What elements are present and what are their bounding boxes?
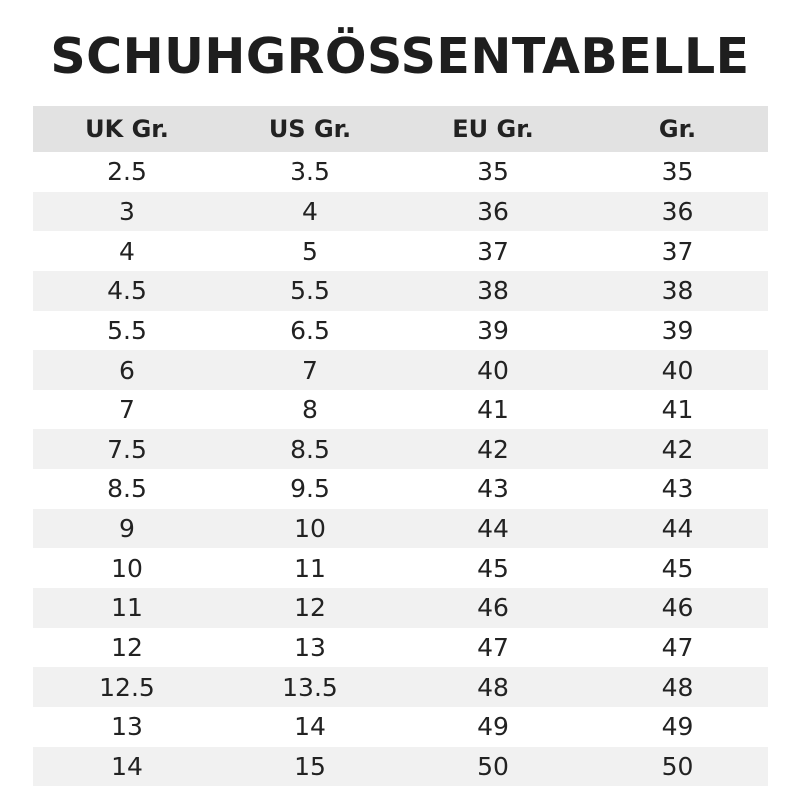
cell-uk-size: 10 (111, 553, 143, 583)
cell-us-size: 5.5 (221, 271, 399, 311)
table-row (33, 667, 768, 707)
cell-uk-size: 6 (33, 350, 221, 390)
cell-uk-size: 14 (33, 747, 221, 787)
cell-us-size: 11 (294, 553, 326, 583)
table-row (33, 588, 768, 628)
table-row (33, 152, 768, 192)
cell-eu-size: 36 (399, 192, 587, 232)
cell-size: 36 (587, 192, 768, 232)
table-row (33, 429, 768, 469)
table-row (33, 509, 768, 549)
cell-size: 46 (587, 588, 768, 628)
cell-us-size: 5 (302, 236, 318, 266)
column-header-us-size: US Gr. (221, 106, 399, 152)
table-header-row (33, 106, 768, 152)
cell-size: 38 (587, 271, 768, 311)
table-row (33, 548, 768, 588)
cell-us-size: 10 (221, 509, 399, 549)
cell-uk-size: 12 (111, 633, 143, 662)
table-row (33, 707, 768, 747)
cell-uk-size: 7 (119, 395, 135, 425)
cell-size: 40 (587, 350, 768, 390)
cell-eu-size: 49 (477, 712, 509, 742)
cell-eu-size: 38 (399, 271, 587, 311)
cell-eu-size: 40 (399, 350, 587, 390)
cell-eu-size: 50 (399, 747, 587, 787)
cell-size: 43 (661, 474, 694, 504)
cell-eu-size: 39 (477, 315, 509, 345)
cell-eu-size: 43 (477, 474, 509, 504)
table-row (33, 469, 768, 509)
cell-uk-size: 9 (33, 509, 221, 549)
cell-uk-size: 13 (111, 712, 143, 742)
cell-us-size: 9.5 (290, 474, 330, 504)
cell-us-size: 13 (294, 633, 326, 662)
cell-eu-size: 37 (477, 236, 509, 266)
cell-eu-size: 47 (477, 633, 509, 662)
cell-uk-size: 12.5 (33, 667, 221, 707)
table-row (33, 311, 768, 351)
cell-eu-size: 45 (477, 553, 509, 583)
cell-eu-size: 48 (399, 667, 587, 707)
cell-eu-size: 44 (399, 509, 587, 549)
shoe-size-table (33, 106, 768, 786)
cell-us-size: 8.5 (221, 429, 399, 469)
cell-us-size: 12 (221, 588, 399, 628)
table-row (33, 192, 768, 232)
cell-us-size: 6.5 (290, 315, 330, 345)
cell-us-size: 4 (221, 192, 399, 232)
cell-us-size: 3.5 (290, 157, 330, 187)
column-header-eu-size: EU Gr. (399, 106, 587, 152)
cell-us-size: 7 (221, 350, 399, 390)
cell-uk-size: 7.5 (33, 429, 221, 469)
page-title: SCHUHGRÖSSENTABELLE (50, 28, 750, 85)
table-row (33, 350, 768, 390)
table-row (33, 231, 768, 271)
table-row (33, 628, 768, 668)
cell-us-size: 13.5 (221, 667, 399, 707)
cell-uk-size: 2.5 (107, 157, 147, 187)
cell-uk-size: 11 (33, 588, 221, 628)
cell-size: 37 (661, 236, 694, 266)
cell-us-size: 14 (294, 712, 326, 742)
cell-uk-size: 4.5 (33, 271, 221, 311)
cell-uk-size: 5.5 (107, 315, 147, 345)
cell-uk-size: 3 (33, 192, 221, 232)
cell-size: 35 (661, 157, 694, 187)
table-body (33, 152, 768, 786)
table-row (33, 271, 768, 311)
cell-size: 50 (587, 747, 768, 787)
cell-uk-size: 8.5 (107, 474, 147, 504)
cell-size: 41 (661, 395, 694, 425)
cell-size: 44 (587, 509, 768, 549)
cell-us-size: 15 (221, 747, 399, 787)
cell-us-size: 8 (302, 395, 318, 425)
cell-size: 49 (661, 712, 694, 742)
cell-size: 47 (661, 633, 694, 662)
column-header-size: Gr. (587, 106, 768, 152)
cell-size: 45 (661, 553, 694, 583)
table-row (33, 390, 768, 430)
cell-eu-size: 41 (477, 395, 509, 425)
cell-eu-size: 42 (399, 429, 587, 469)
cell-eu-size: 46 (399, 588, 587, 628)
cell-eu-size: 35 (477, 157, 509, 187)
cell-uk-size: 4 (119, 236, 135, 266)
cell-size: 42 (587, 429, 768, 469)
cell-size: 48 (587, 667, 768, 707)
table-header (33, 106, 768, 152)
table-row (33, 747, 768, 787)
column-header-uk-size: UK Gr. (33, 106, 221, 152)
cell-size: 39 (661, 315, 694, 345)
